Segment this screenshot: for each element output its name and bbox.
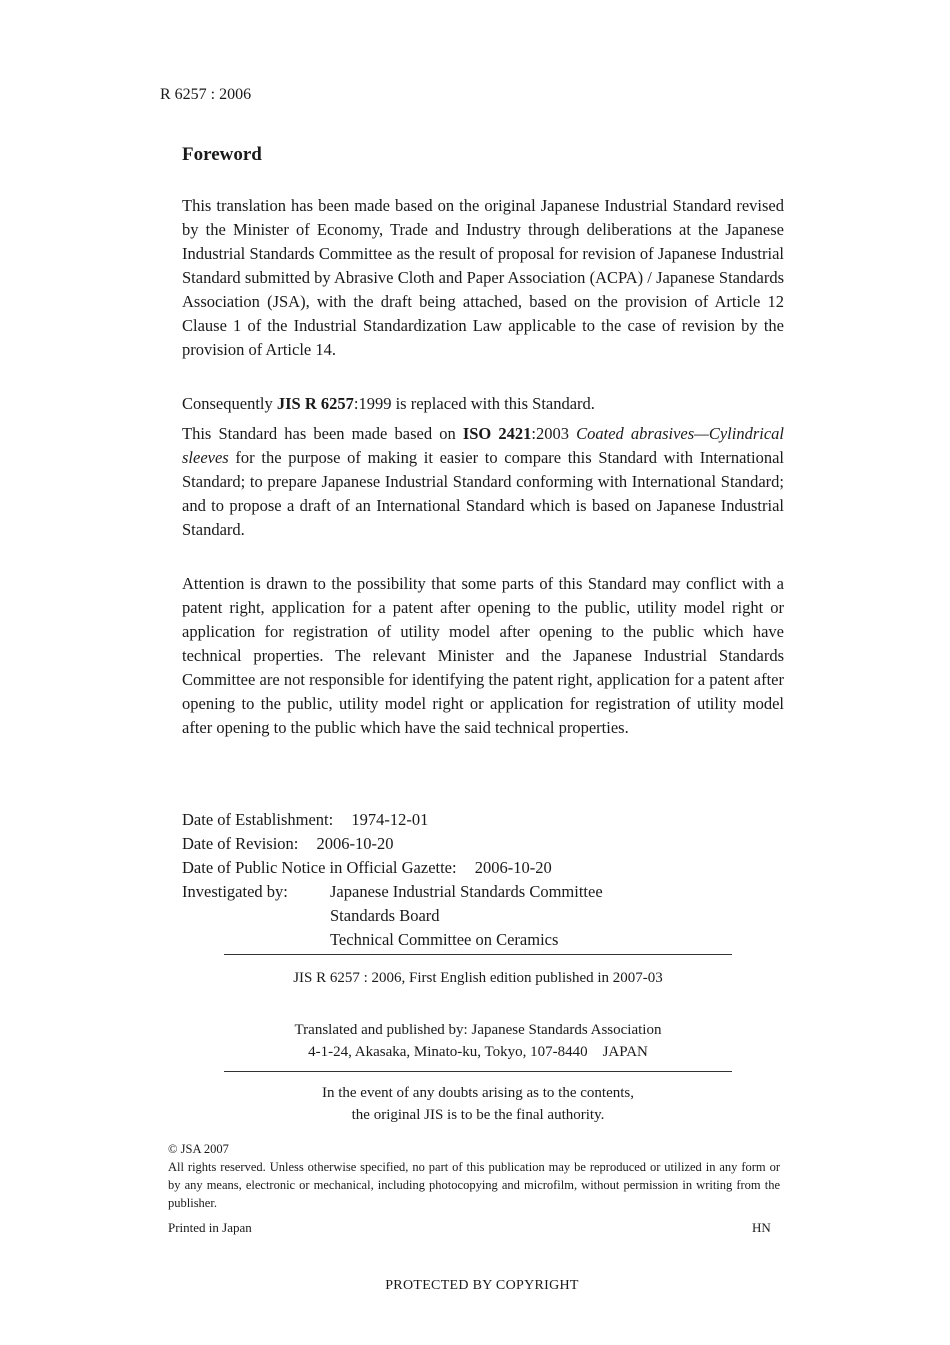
edition-line: JIS R 6257 : 2006, First English edition published in 2007-03 (293, 970, 663, 986)
divider-top (224, 954, 732, 955)
rights-notice: All rights reserved. Unless otherwise specified, no part of this publication may be reproduced or utilized in any form or by any means, electronic or mechanical, including photocopying and microfilm, without permission in writing from the publisher. (168, 1160, 780, 1210)
establishment-value: 1974-12-01 (351, 810, 429, 829)
copyright-line: © JSA 2007 (168, 1142, 229, 1156)
revision-label: Date of Revision: (182, 834, 299, 853)
p2-text-pre: Consequently (182, 394, 277, 413)
establishment-row (182, 810, 428, 830)
p2-standard-ref: JIS R 6257 (276, 394, 354, 413)
authority-line-2: the original JIS is to be the final authority. (351, 1107, 605, 1123)
document-code: R 6257 : 2006 (160, 86, 252, 103)
p3-iso-title: Coated abrasives—Cylindrical sleeves (182, 424, 784, 467)
foreword-title: Foreword (182, 144, 262, 165)
print-code: HN (752, 1220, 771, 1235)
foreword-paragraph-2 (182, 392, 784, 416)
revision-row (182, 834, 394, 854)
investigated-label: Investigated by: (182, 882, 288, 901)
p3-text-post: for the purpose of making it easier to compare this Standard with International Standard; to prepare Japanese Industrial Standard conforming with International Standard; and to propose a draft of an International Standard which is based on Japanese Industrial Standard. (182, 448, 784, 539)
printed-in: Printed in Japan (168, 1220, 252, 1235)
revision-value: 2006-10-20 (316, 834, 394, 853)
divider-bottom (224, 1071, 732, 1072)
authority-line-1: In the event of any doubts arising as to the contents, (321, 1085, 634, 1101)
investigated-board: Standards Board (330, 906, 440, 925)
publisher-line-2: 4-1-24, Akasaka, Minato-ku, Tokyo, 107-8440 JAPAN (308, 1044, 648, 1060)
investigated-committee: Japanese Industrial Standards Committee (330, 882, 603, 901)
notice-label: Date of Public Notice in Official Gazette: (182, 858, 457, 877)
foreword-paragraph-4: Attention is drawn to the possibility that some parts of this Standard may conflict with a patent right, application for a patent after opening to the public, utility model right or application for registration of utility model after opening to the public which have technical properties. The relevant Minister and the Japanese Industrial Standards Committee are not responsible for identifying the patent right, application for a patent after opening to the public, utility model right or application for registration of utility model after opening to the public which have the said technical properties. (182, 574, 784, 737)
notice-value: 2006-10-20 (474, 858, 552, 877)
investigated-technical-committee: Technical Committee on Ceramics (330, 930, 559, 949)
notice-row (182, 858, 552, 878)
p3-text-pre: This Standard has been made based on (182, 424, 463, 443)
publisher-line-1: Translated and published by: Japanese Standards Association (294, 1022, 662, 1038)
foreword-paragraph-1: This translation has been made based on the original Japanese Industrial Standard revised by the Minister of Economy, Trade and Industry through deliberations at the Japanese Industrial Standards Committee as the result of proposal for revision of Japanese Industrial Standard submitted by Abrasive Cloth and Paper Association (ACPA) / Japanese Standards Association (JSA), with the draft being attached, based on the provision of Article 12 Clause 1 of the Industrial Standardization Law applicable to the case of revision by the provision of Article 14. (182, 196, 784, 359)
establishment-label: Date of Establishment: (182, 810, 334, 829)
p3-text-mid: :2003 (531, 424, 577, 443)
p3-iso-ref: ISO 2421 (462, 424, 532, 443)
foreword-paragraph-3 (182, 422, 784, 542)
protected-footer: PROTECTED BY COPYRIGHT (385, 1278, 579, 1293)
p2-text-post: :1999 is replaced with this Standard. (353, 394, 595, 413)
